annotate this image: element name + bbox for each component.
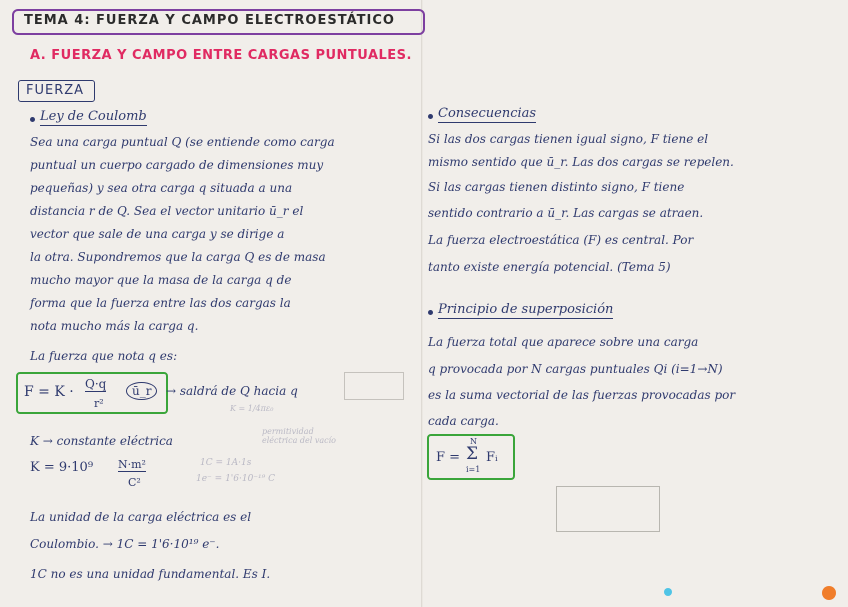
unit-vector-circled: ū_r [126,382,157,400]
heading-superposicion: Principio de superposición [438,302,614,317]
bullet-dot [428,114,433,119]
text-line: sentido contrario a ū_r. Las cargas se atraen. [428,206,704,220]
formula-numerator: Q·q [85,377,107,391]
text-line: La fuerza que nota q es: [30,349,178,363]
ghost-note: K = 1/4πε₀ [230,404,274,413]
text-line: La fuerza total que aparece sobre una carga [428,335,699,349]
text-line: pequeñas) y sea otra carga q situada a una [30,181,293,195]
formula-note: → saldrá de Q hacia q [166,384,298,398]
ghost-note: permitividad eléctrica del vacío [262,427,336,445]
text-line: Coulombio. → 1C = 1'6·10¹⁹ e⁻. [30,537,220,551]
text-line: vector que sale de una carga y se dirige a [30,227,285,241]
text-line: es la suma vectorial de las fuerzas provocadas por [428,388,736,402]
faint-rectangle [344,372,404,400]
faint-rectangle [556,486,660,532]
k-units-numerator: N·m² [118,458,146,471]
text-line: Si las dos cargas tienen igual signo, F tiene el [428,132,709,146]
text-line: Sea una carga puntual Q (se entiende como carga [30,135,335,149]
text-line: mucho mayor que la masa de la carga q de [30,273,292,287]
heading-ley-coulomb: Ley de Coulomb [40,109,147,124]
text-line: q provocada por N cargas puntuales Qi (i=1→N) [428,362,723,376]
text-line: 1C no es una unidad fundamental. Es I. [30,567,271,581]
sum-term: Fᵢ [486,450,498,465]
formula-lhs: F = K · [24,384,74,400]
sum-symbol: Σ [466,444,479,464]
formula-denominator: r² [94,397,104,410]
section-subtitle: A. FUERZA Y CAMPO ENTRE CARGAS PUNTUALES. [30,48,412,63]
text-line: puntual un cuerpo cargado de dimensiones muy [30,158,324,172]
text-line: La fuerza electroestática (F) es central. Por [428,233,694,247]
text-line: Si las cargas tienen distinto signo, F tiene [428,180,685,194]
sum-upper-limit: N [470,437,477,446]
k-description: K → constante eléctrica [30,434,173,448]
text-line: La unidad de la carga eléctrica es el [30,510,252,524]
text-line: cada carga. [428,414,499,428]
k-units-denominator: C² [128,476,141,489]
bullet-dot [30,117,35,122]
ghost-note: 1C = 1A·1s [200,458,252,468]
sum-lhs: F = [436,450,461,465]
text-line: tanto existe energía potencial. (Tema 5) [428,260,671,274]
notebook-spine [421,0,423,607]
ghost-note: 1e⁻ = 1'6·10⁻¹⁹ C [196,474,276,484]
text-line: forma que la fuerza entre las dos cargas la [30,296,291,310]
page-title: TEMA 4: FUERZA Y CAMPO ELECTROESTÁTICO [24,13,395,28]
fuerza-label: FUERZA [26,83,85,98]
text-line: nota mucho más la carga q. [30,319,199,333]
heading-consecuencias: Consecuencias [438,106,537,121]
text-line: distancia r de Q. Sea el vector unitario ū_r el [30,204,304,218]
sum-lower-limit: i=1 [466,465,481,474]
orange-dot [822,586,836,600]
text-line: la otra. Supondremos que la carga Q es de masa [30,250,326,264]
bullet-dot [428,310,433,315]
text-line: mismo sentido que ū_r. Las dos cargas se repelen. [428,155,734,169]
k-value: K = 9·10⁹ [30,460,94,475]
cyan-dot [664,588,672,596]
